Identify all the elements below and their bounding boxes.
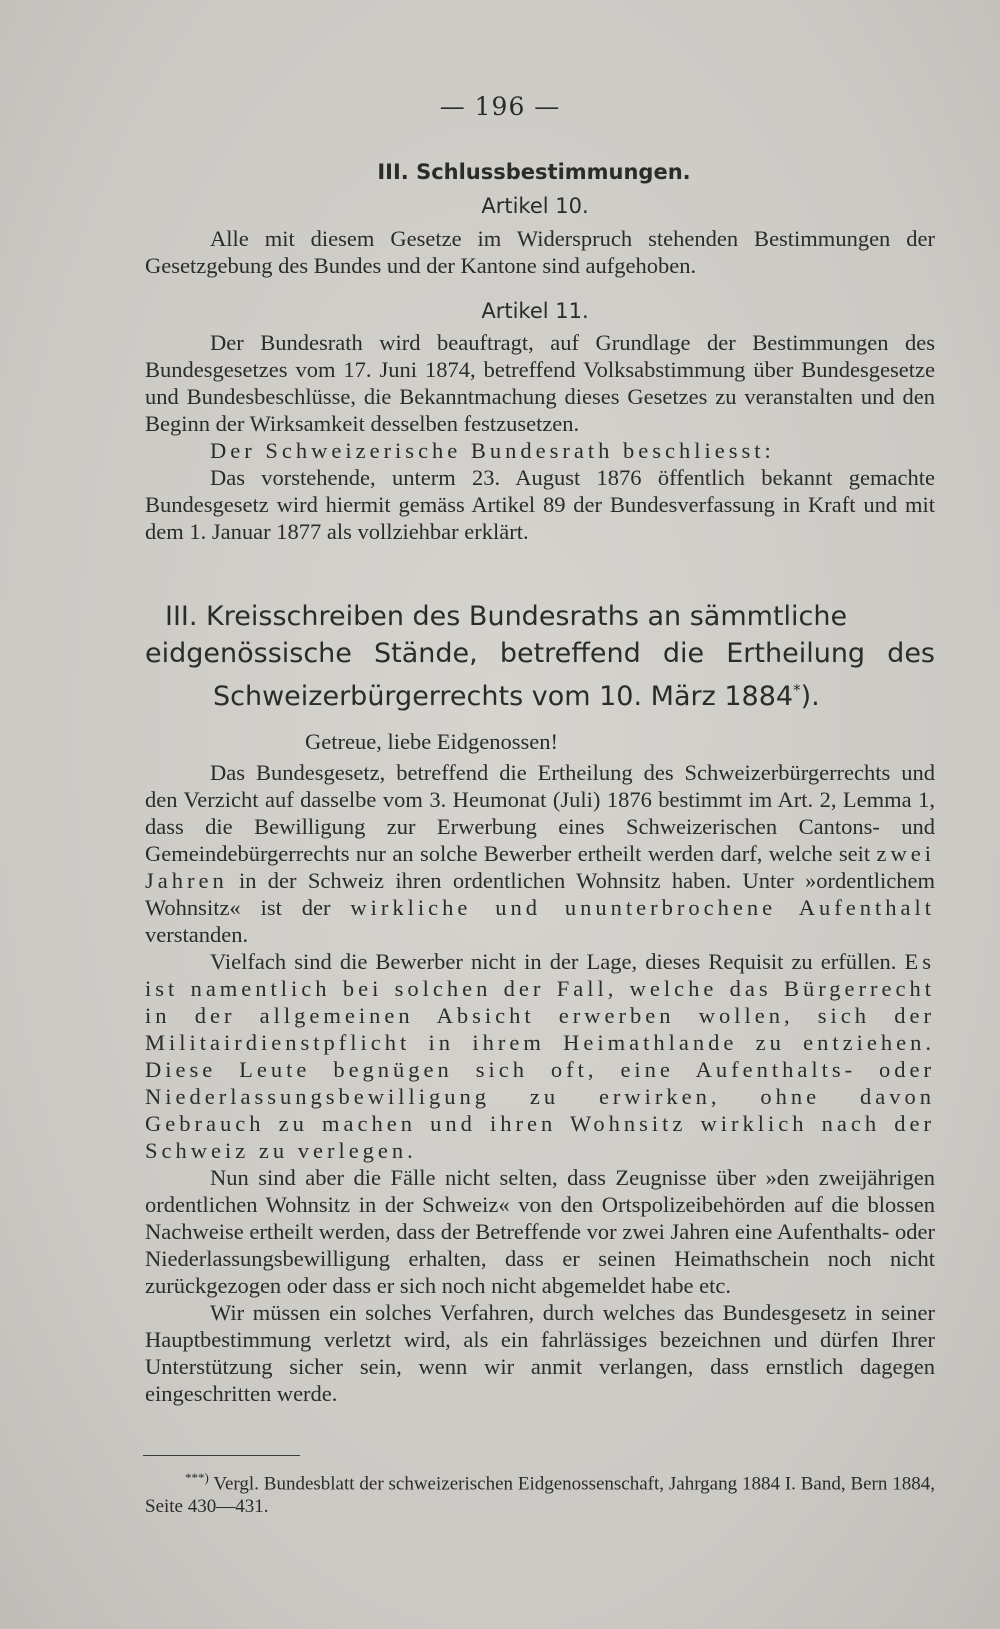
article-10-text: Alle mit diesem Gesetze im Widerspruch stehenden Bestimmungen der Gesetzgebung des Bundes und der Kantone sind aufgehoben.	[145, 226, 935, 278]
footnote	[145, 1466, 935, 1518]
article-10-title: Artikel 10.	[481, 194, 589, 218]
circular-heading-line-3-text: Schweizerbürgerrechts vom 10. März 1884	[213, 681, 794, 712]
paragraph-3: Nun sind aber die Fälle nicht selten, dass Zeugnisse über »den zweijährigen ordentlichen Wohnsitz in der Schweiz« von den Ortspolizeibehörden auf die blossen Nachweise ertheilt werden, dass der Betreffende vor zwei Jahren eine Aufenthalts- oder Niederlassungsbewilligung erhalten, dass er seinen Heimathschein noch nicht zurückgezogen oder dass er sich noch nicht abgemeldet habe etc.	[145, 1165, 935, 1298]
decree-intro: Der Schweizerische Bundesrath beschliesst:	[210, 438, 775, 463]
section-heading-schlussbestimmungen: III. Schlussbestimmungen.	[377, 160, 691, 184]
circular-heading-line-2: eidgenössische Stände, betreffend die Ertheilung des	[145, 638, 935, 669]
paragraph-2-part-a: Vielfach sind die Bewerber nicht in der Lage, dieses Requisit zu erfüllen.	[210, 949, 905, 974]
salutation: Getreue, liebe Eidgenossen!	[305, 729, 559, 754]
paragraph-1-emphasis-residence: wirkliche und ununterbrochene Aufenthalt	[350, 895, 935, 920]
footnote-divider	[143, 1455, 300, 1456]
footnote-text: Vergl. Bundesblatt der schweizerischen Eidgenossenschaft, Jahrgang 1884 I. Band, Bern 1884, Seite 430—431.	[145, 1473, 935, 1518]
page-number: — 196 —	[439, 92, 561, 121]
circular-heading-line-3	[145, 672, 935, 715]
paragraph-4: Wir müssen ein solches Verfahren, durch welches das Bundesgesetz in seiner Hauptbestimmung verletzt wird, als ein fahrlässiges bezeichnen und dürfen Ihrer Unterstützung sicher sein, wenn wir anmit verlangen, dass ernstlich dagegen eingeschritten werde.	[145, 1300, 935, 1406]
decree-text: Das vorstehende, unterm 23. August 1876 öffentlich bekannt gemachte Bundesgesetz wird hiermit gemäss Artikel 89 der Bundesverfassung in Kraft und mit dem 1. Januar 1877 als vollziehbar erklärt.	[145, 465, 935, 544]
article-11-text: Der Bundesrath wird beauftragt, auf Grundlage der Bestimmungen des Bundesgesetzes vom 17. Juni 1874, betreffend Volksabstimmung über Bundesgesetze und Bundesbeschlüsse, die Bekanntmachung dieses Gesetzes zu veranstalten und den Beginn der Wirksamkeit desselben festzusetzen.	[145, 330, 935, 436]
circular-heading-line-3-end: ).	[800, 681, 820, 712]
footnote-reference: *	[793, 681, 801, 699]
circular-heading	[145, 598, 935, 715]
paragraph-1-emphasis-two-years: zwei Jahren	[145, 841, 935, 893]
article-11-title: Artikel 11.	[481, 299, 589, 323]
section-circular-letter	[145, 598, 935, 1407]
paragraph-1-part-a: Das Bundesgesetz, betreffend die Ertheilung des Schweizerbürgerrechts und den Verzicht auf dasselbe vom 3. Heumonat (Juli) 1876 bestimmt im Art. 2, Lemma 1, dass die Bewilligung zur Erwerbung eines Schweizerischen Cantons- und Gemeindebürgerrechts nur an solche Bewerber ertheilt werden darf, welche seit	[145, 760, 935, 866]
circular-heading-line-1: III. Kreisschreiben des Bundesraths an sämmtliche	[165, 601, 848, 632]
paragraph-1-part-c: in der Schweiz ihren ordentlichen Wohnsitz haben. Unter »ordentlichem Wohnsitz« ist der	[145, 868, 935, 920]
paragraph-1	[145, 759, 935, 948]
section-final-provisions	[145, 160, 935, 545]
footnote-mark: ***)	[185, 1470, 209, 1485]
footnote-text-block	[145, 1466, 935, 1518]
paragraph-1-part-e: verstanden.	[145, 922, 249, 947]
paragraph-2	[145, 948, 935, 1164]
paragraph-2-spaced-text: Es ist namentlich bei solchen der Fall, welche das Bürgerrecht in der allgemeinen Absicht erwerben wollen, sich der Militairdienstpflicht in ihrem Heimathlande zu entziehen. Diese Leute begnügen sich oft, eine Aufenthalts- oder Niederlassungsbewilligung zu erwirken, ohne davon Gebrauch zu machen und ihren Wohnsitz wirklich nach der Schweiz zu verlegen.	[145, 949, 935, 1163]
